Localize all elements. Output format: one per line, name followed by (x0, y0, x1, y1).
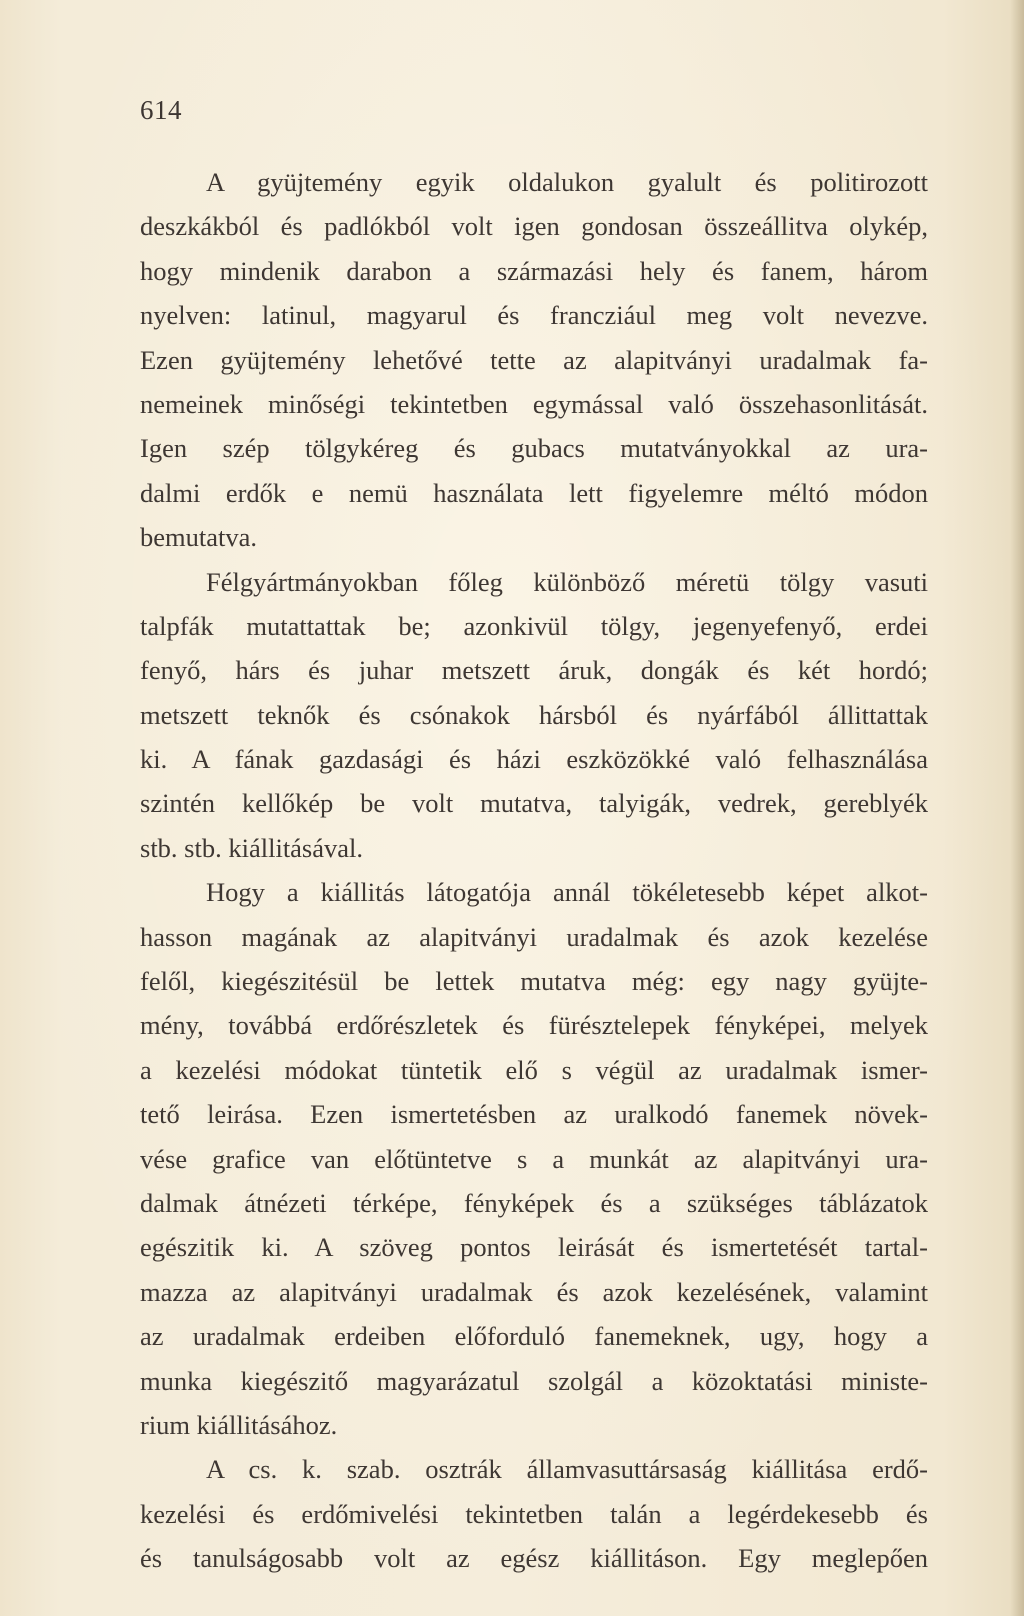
text-line: Ezen gyüjtemény lehetővé tette az alapitványi uradalmak fa- (140, 344, 928, 375)
text-line: dalmi erdők e nemü használata lett figyelemre méltó módon (140, 477, 928, 508)
text-line: dalmak átnézeti térképe, fényképek és a szükséges táblázatok (140, 1187, 928, 1218)
text-line: tető leirása. Ezen ismertetésben az uralkodó fanemek növek- (140, 1099, 928, 1130)
text-line: fenyő, hárs és juhar metszett áruk, dongák és két hordó; (140, 655, 928, 686)
text-line: munka kiegészitő magyarázatul szolgál a közoktatási ministe- (140, 1365, 928, 1396)
text-line: A cs. k. szab. osztrák államvasuttársaság kiállitása erdő- (206, 1454, 928, 1485)
text-line: a kezelési módokat tüntetik elő s végül az uradalmak ismer- (140, 1054, 928, 1085)
text-line: metszett teknők és csónakok hársból és nyárfából állittattak (140, 699, 928, 730)
text-line: mazza az alapitványi uradalmak és azok kezelésének, valamint (140, 1276, 928, 1307)
paragraph (140, 560, 928, 871)
paragraph (140, 1447, 928, 1580)
text-line: rium kiállitásához. (140, 1409, 338, 1440)
text-line: és tanulságosabb volt az egész kiállitáson. Egy meglepően (140, 1543, 928, 1574)
paragraph (140, 870, 928, 1447)
text-line: deszkákból és padlókból volt igen gondosan összeállitva olykép, (140, 211, 928, 242)
text-line: A gyüjtemény egyik oldalukon gyalult és politirozott (206, 167, 928, 197)
text-line: nyelven: latinul, magyarul és francziául meg volt nevezve. (140, 300, 928, 331)
text-line: hogy mindenik darabon a származási hely és fanem, három (140, 255, 928, 286)
text-line: mény, továbbá erdőrészletek és fürésztelepek fényképei, melyek (140, 1010, 928, 1041)
text-line: kezelési és erdőmivelési tekintetben talán a legérdekesebb és (140, 1498, 928, 1529)
page-number: 614 (140, 95, 182, 125)
text-line: nemeinek minőségi tekintetben egymással való összehasonlitását. (140, 388, 928, 419)
text-line: talpfák mutattattak be; azonkivül tölgy, jegenyefenyő, erdei (140, 610, 928, 641)
body-text (140, 160, 928, 1581)
text-line: ki. A fának gazdasági és házi eszközökké való felhasználása (140, 744, 928, 775)
text-line: egészitik ki. A szöveg pontos leirását és ismertetését tartal- (140, 1232, 928, 1263)
text-line: szintén kellőkép be volt mutatva, talyigák, vedrek, gereblyék (140, 788, 928, 819)
text-line: bemutatva. (140, 522, 257, 553)
text-line: Félgyártmányokban főleg különböző méretü tölgy vasuti (206, 566, 928, 597)
text-line: Hogy a kiállitás látogatója annál tökéletesebb képet alkot- (206, 877, 928, 908)
text-line: Igen szép tölgykéreg és gubacs mutatványokkal az ura- (140, 433, 928, 464)
text-line: vése grafice van előtüntetve s a munkát az alapitványi ura- (140, 1143, 928, 1174)
text-line: az uradalmak erdeiben előforduló fanemeknek, ugy, hogy a (140, 1321, 928, 1352)
text-line: felől, kiegészitésül be lettek mutatva még: egy nagy gyüjte- (140, 966, 928, 997)
text-line: stb. stb. kiállitásával. (140, 832, 364, 863)
text-line: hasson magának az alapitványi uradalmak és azok kezelése (140, 921, 928, 952)
paragraph (140, 160, 928, 560)
page-edge-shadow (1010, 0, 1024, 1616)
